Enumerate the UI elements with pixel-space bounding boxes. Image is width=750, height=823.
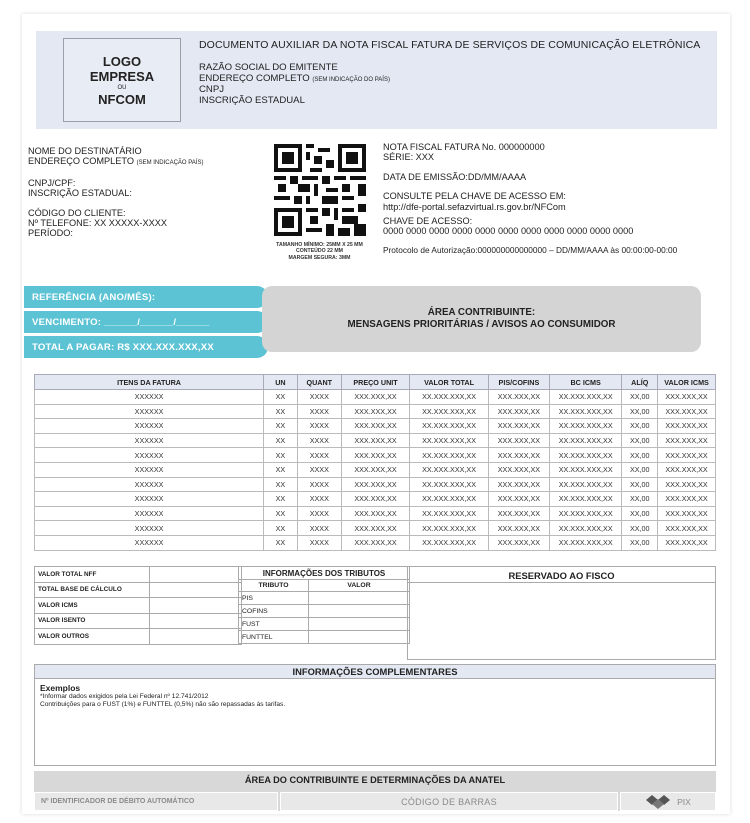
- customer-code: CÓDIGO DO CLIENTE:: [28, 207, 126, 218]
- table-row: [35, 390, 716, 405]
- logo-line-3: OU: [117, 84, 127, 91]
- pix-label: PIX: [677, 796, 691, 807]
- table-cell: XXX.XXX,XX: [658, 521, 716, 536]
- priority-messages-subtitle: MENSAGENS PRIORITÁRIAS / AVISOS AO CONSUMIDOR: [347, 319, 616, 330]
- table-cell: XXXXXX: [35, 448, 264, 463]
- table-cell: XXX.XXX,XX: [341, 433, 409, 448]
- table-row: [35, 448, 716, 463]
- table-cell: XX.XXX.XXX,XX: [549, 506, 622, 521]
- table-cell: XX: [264, 506, 298, 521]
- table-cell: XXXX: [297, 462, 341, 477]
- table-cell: XXX.XXX,XX: [488, 419, 549, 434]
- col-icms-value: VALOR ICMS: [658, 375, 716, 390]
- taxes-table: [238, 566, 410, 644]
- logo-line-2: EMPRESA: [89, 68, 155, 84]
- table-cell: XXX.XXX,XX: [658, 462, 716, 477]
- table-cell: XXX.XXX,XX: [341, 477, 409, 492]
- table-cell: XXX.XXX,XX: [341, 462, 409, 477]
- total-exempt-label: VALOR ISENTO: [35, 613, 150, 629]
- table-row: [35, 433, 716, 448]
- qr-margin-note: MARGEM SEGURA: 3MM: [288, 254, 351, 261]
- col-total-value: VALOR TOTAL: [410, 375, 489, 390]
- table-header-row: [35, 375, 716, 390]
- billing-period: PERÍODO:: [28, 228, 73, 239]
- table-cell: XXX.XXX,XX: [488, 390, 549, 405]
- table-cell: XX,00: [622, 390, 658, 405]
- table-cell: XXXXXX: [35, 535, 264, 550]
- table-cell: XX,00: [622, 448, 658, 463]
- table-cell: XXX.XXX,XX: [341, 448, 409, 463]
- logo-line-1: LOGO: [102, 53, 142, 69]
- table-cell: XX,00: [622, 492, 658, 507]
- table-cell: XXX.XXX,XX: [658, 492, 716, 507]
- table-cell: XX.XXX.XXX,XX: [549, 492, 622, 507]
- table-cell: XX.XXX.XXX,XX: [410, 492, 489, 507]
- table-row: [35, 404, 716, 419]
- taxes-title: INFORMAÇÕES DOS TRIBUTOS: [239, 567, 410, 580]
- auto-debit-id: Nº IDENTIFICADOR DE DÉBITO AUTOMÁTICO: [34, 792, 278, 811]
- table-cell: XX,00: [622, 404, 658, 419]
- table-cell: XXXXXX: [35, 477, 264, 492]
- table-cell: XXX.XXX,XX: [488, 535, 549, 550]
- table-cell: XXXX: [297, 404, 341, 419]
- table-cell: XX.XXX.XXX,XX: [410, 419, 489, 434]
- qr-content-note: CONTEÚDO 22 MM: [296, 248, 343, 255]
- issuer-info: [199, 63, 390, 106]
- table-cell: XX: [264, 390, 298, 405]
- invoice-items-table: [34, 374, 716, 551]
- table-cell: XXXXXX: [35, 462, 264, 477]
- table-cell: XXXX: [297, 448, 341, 463]
- table-cell: XX.XXX.XXX,XX: [410, 433, 489, 448]
- table-cell: XXX.XXX,XX: [341, 492, 409, 507]
- table-row: [239, 631, 410, 644]
- barcode-area: CÓDIGO DE BARRAS: [280, 792, 618, 811]
- taxes-col-value: VALOR: [309, 580, 410, 592]
- table-cell: XXX.XXX,XX: [341, 535, 409, 550]
- table-cell: XX.XXX.XXX,XX: [410, 404, 489, 419]
- tax-fust: FUST: [239, 618, 309, 631]
- total-row: [35, 629, 242, 645]
- recipient-cnpj: CNPJ/CPF:: [28, 177, 76, 188]
- table-cell: XXX.XXX,XX: [658, 535, 716, 550]
- table-cell: XX,00: [622, 521, 658, 536]
- access-key-consult: CONSULTE PELA CHAVE DE ACESSO EM:: [383, 191, 566, 202]
- table-row: [35, 535, 716, 550]
- table-cell: XXX.XXX,XX: [658, 419, 716, 434]
- recipient-name: NOME DO DESTINATÁRIO: [28, 146, 142, 156]
- table-cell: XX,00: [622, 419, 658, 434]
- issuer-address-note: (SEM INDICAÇÃO DO PAÍS): [312, 76, 390, 83]
- total-icms-value: [150, 598, 242, 614]
- recipient-address: ENDEREÇO COMPLETO (SEM INDICAÇÃO PAÍS): [28, 156, 204, 167]
- example-line-2: Contribuições para o FUST (1%) e FUNTTEL (0,5%) não são repassadas às tarifas.: [40, 701, 286, 709]
- table-cell: XXX.XXX,XX: [658, 477, 716, 492]
- tax-cofins: COFINS: [239, 605, 309, 618]
- pix-icon: [645, 795, 671, 809]
- col-rate: ALÍQ: [622, 375, 658, 390]
- anatel-title: ÁREA DO CONTRIBUINTE E DETERMINAÇÕES DA ANATEL: [244, 775, 506, 785]
- priority-messages-title: ÁREA CONTRIBUINTE:: [427, 307, 536, 318]
- total-icms-label: VALOR ICMS: [35, 598, 150, 614]
- table-cell: XXX.XXX,XX: [341, 404, 409, 419]
- tax-pis: PIS: [239, 592, 309, 605]
- table-cell: XX.XXX.XXX,XX: [549, 477, 622, 492]
- logo-line-4: NFCOM: [98, 91, 146, 107]
- col-unit: UN: [264, 375, 298, 390]
- invoice-info: [383, 142, 677, 255]
- table-cell: XXXX: [297, 433, 341, 448]
- table-cell: XXX.XXX,XX: [488, 506, 549, 521]
- table-cell: XX.XXX.XXX,XX: [549, 448, 622, 463]
- document-title: DOCUMENTO AUXILIAR DA NOTA FISCAL FATURA DE SERVIÇOS DE COMUNICAÇÃO ELETRÔNICA: [199, 39, 701, 51]
- reference-month-pill: REFERÊNCIA (ANO/MÊS):: [24, 286, 268, 308]
- table-cell: XX.XXX.XXX,XX: [549, 433, 622, 448]
- table-cell: XX.XXX.XXX,XX: [549, 419, 622, 434]
- table-cell: XXX.XXX,XX: [341, 390, 409, 405]
- table-cell: XXXX: [297, 521, 341, 536]
- table-cell: XX,00: [622, 535, 658, 550]
- table-cell: XXX.XXX,XX: [658, 404, 716, 419]
- company-logo-placeholder: [63, 38, 181, 122]
- table-row: [35, 419, 716, 434]
- reserved-fiscal-area: [407, 566, 716, 660]
- issuer-name: RAZÃO SOCIAL DO EMITENTE: [199, 62, 338, 73]
- qr-size-note: TAMANHO MÍNIMO: 25MM X 25 MM: [276, 242, 363, 248]
- table-cell: XX: [264, 404, 298, 419]
- table-cell: XX,00: [622, 477, 658, 492]
- table-cell: XX.XXX.XXX,XX: [549, 521, 622, 536]
- table-row: [239, 605, 410, 618]
- col-quantity: QUANT: [297, 375, 341, 390]
- table-cell: XX: [264, 433, 298, 448]
- table-cell: XX: [264, 521, 298, 536]
- table-cell: XX.XXX.XXX,XX: [410, 448, 489, 463]
- table-cell: XXXXXX: [35, 433, 264, 448]
- table-cell: XXX.XXX,XX: [341, 521, 409, 536]
- table-cell: XXX.XXX,XX: [658, 448, 716, 463]
- priority-messages-area: [262, 286, 701, 352]
- invoice-number: NOTA FISCAL FATURA No. 000000000: [383, 142, 545, 152]
- table-cell: XX,00: [622, 462, 658, 477]
- anatel-area: [34, 771, 716, 811]
- table-cell: XX.XXX.XXX,XX: [410, 521, 489, 536]
- table-cell: XX.XXX.XXX,XX: [549, 535, 622, 550]
- total-row: [35, 598, 242, 614]
- invoice-page: [22, 14, 730, 814]
- tax-funttel: FUNTTEL: [239, 631, 309, 644]
- table-cell: XXXX: [297, 506, 341, 521]
- table-cell: XX: [264, 448, 298, 463]
- table-cell: XXX.XXX,XX: [488, 433, 549, 448]
- table-cell: XX,00: [622, 433, 658, 448]
- table-row: [239, 592, 410, 605]
- taxes-col-tax: TRIBUTO: [239, 580, 309, 592]
- table-row: [35, 462, 716, 477]
- table-cell: XX.XXX.XXX,XX: [549, 462, 622, 477]
- table-cell: XXXXXX: [35, 506, 264, 521]
- table-cell: XXX.XXX,XX: [488, 462, 549, 477]
- table-cell: XXXXXX: [35, 390, 264, 405]
- table-cell: XXXXXX: [35, 521, 264, 536]
- authorization-protocol: Protocolo de Autorização:000000000000000 – DD/MM/AAAA às 00:00:00-00:00: [383, 244, 678, 255]
- table-cell: XXXXXX: [35, 492, 264, 507]
- table-cell: XXX.XXX,XX: [488, 404, 549, 419]
- table-cell: XXXX: [297, 390, 341, 405]
- table-cell: XX: [264, 419, 298, 434]
- table-cell: XXX.XXX,XX: [658, 433, 716, 448]
- issue-date: DATA DE EMISSÃO:DD/MM/AAAA: [383, 171, 527, 182]
- table-cell: XX.XXX.XXX,XX: [410, 390, 489, 405]
- table-cell: XXXX: [297, 535, 341, 550]
- col-unit-price: PREÇO UNIT: [341, 375, 409, 390]
- total-row: [35, 613, 242, 629]
- table-row: [239, 618, 410, 631]
- table-cell: XXX.XXX,XX: [341, 506, 409, 521]
- table-cell: XXXXXX: [35, 419, 264, 434]
- invoice-series: SÉRIE: XXX: [383, 152, 435, 163]
- table-cell: XXXX: [297, 492, 341, 507]
- total-base-label: TOTAL BASE DE CÁLCULO: [35, 582, 150, 598]
- total-other-label: VALOR OUTROS: [35, 629, 150, 645]
- table-cell: XX.XXX.XXX,XX: [549, 404, 622, 419]
- reserved-fiscal-title: RESERVADO AO FISCO: [408, 567, 715, 583]
- table-row: [35, 506, 716, 521]
- recipient-info: [28, 146, 203, 239]
- table-cell: XX.XXX.XXX,XX: [410, 477, 489, 492]
- portal-url[interactable]: http://dfe-portal.sefazvirtual.rs.gov.br/NFCom: [383, 201, 566, 212]
- example-line-1: *Informar dados exigidos pela Lei Federal nº 12.741/2012: [40, 693, 209, 700]
- table-cell: XXXX: [297, 477, 341, 492]
- qr-code-specs: [252, 242, 387, 261]
- access-key: 0000 0000 0000 0000 0000 0000 0000 0000 0000 0000 0000: [383, 226, 634, 237]
- examples-heading: Exemplos: [40, 683, 81, 693]
- table-cell: XX: [264, 535, 298, 550]
- table-cell: XX.XXX.XXX,XX: [410, 462, 489, 477]
- table-cell: XXX.XXX,XX: [658, 506, 716, 521]
- access-key-label: CHAVE DE ACESSO:: [383, 216, 473, 227]
- issuer-header: [36, 31, 717, 129]
- table-cell: XXXX: [297, 419, 341, 434]
- table-row: [35, 521, 716, 536]
- table-cell: XXX.XXX,XX: [488, 477, 549, 492]
- table-cell: XX: [264, 477, 298, 492]
- table-cell: XXX.XXX,XX: [488, 448, 549, 463]
- total-other-value: [150, 629, 242, 645]
- qr-code-icon: [274, 144, 366, 236]
- table-cell: XX: [264, 492, 298, 507]
- table-row: [35, 477, 716, 492]
- col-pis-cofins: PIS/COFINS: [488, 375, 549, 390]
- recipient-address-note: (SEM INDICAÇÃO PAÍS): [136, 160, 204, 167]
- table-row: [35, 492, 716, 507]
- table-cell: XX.XXX.XXX,XX: [410, 535, 489, 550]
- col-items: ITENS DA FATURA: [35, 375, 264, 390]
- total-row: [35, 582, 242, 598]
- recipient-ie: INSCRIÇÃO ESTADUAL:: [28, 188, 132, 199]
- complementary-info-body: [35, 679, 715, 713]
- total-nff-value: [150, 567, 242, 583]
- table-cell: XXXXXX: [35, 404, 264, 419]
- total-base-value: [150, 582, 242, 598]
- total-nff-label: VALOR TOTAL NFF: [35, 567, 150, 583]
- complementary-info-title: INFORMAÇÕES COMPLEMENTARES: [35, 665, 715, 679]
- issuer-ie: INSCRIÇÃO ESTADUAL: [199, 94, 305, 106]
- pix-area[interactable]: [620, 792, 716, 811]
- total-exempt-value: [150, 613, 242, 629]
- due-date-pill: VENCIMENTO: ______/______/______: [24, 311, 268, 333]
- phone-number: Nº TELEFONE: XX XXXXX-XXXX: [28, 218, 168, 229]
- complementary-info: [34, 664, 716, 766]
- table-cell: XXX.XXX,XX: [341, 419, 409, 434]
- table-cell: XX.XXX.XXX,XX: [410, 506, 489, 521]
- table-cell: XXX.XXX,XX: [488, 492, 549, 507]
- totals-table: [34, 566, 242, 645]
- table-cell: XXX.XXX,XX: [488, 521, 549, 536]
- col-bc-icms: BC ICMS: [549, 375, 622, 390]
- issuer-address: ENDEREÇO COMPLETO (SEM INDICAÇÃO DO PAÍS): [199, 72, 390, 84]
- table-cell: XX: [264, 462, 298, 477]
- table-cell: XXX.XXX,XX: [658, 390, 716, 405]
- issuer-cnpj: CNPJ: [199, 84, 225, 96]
- total-due-pill: TOTAL A PAGAR: R$ XXX.XXX.XXX,XX: [24, 336, 268, 358]
- total-row: [35, 567, 242, 583]
- invoice-items-body: [35, 390, 716, 551]
- table-cell: XX,00: [622, 506, 658, 521]
- table-cell: XX.XXX.XXX,XX: [549, 390, 622, 405]
